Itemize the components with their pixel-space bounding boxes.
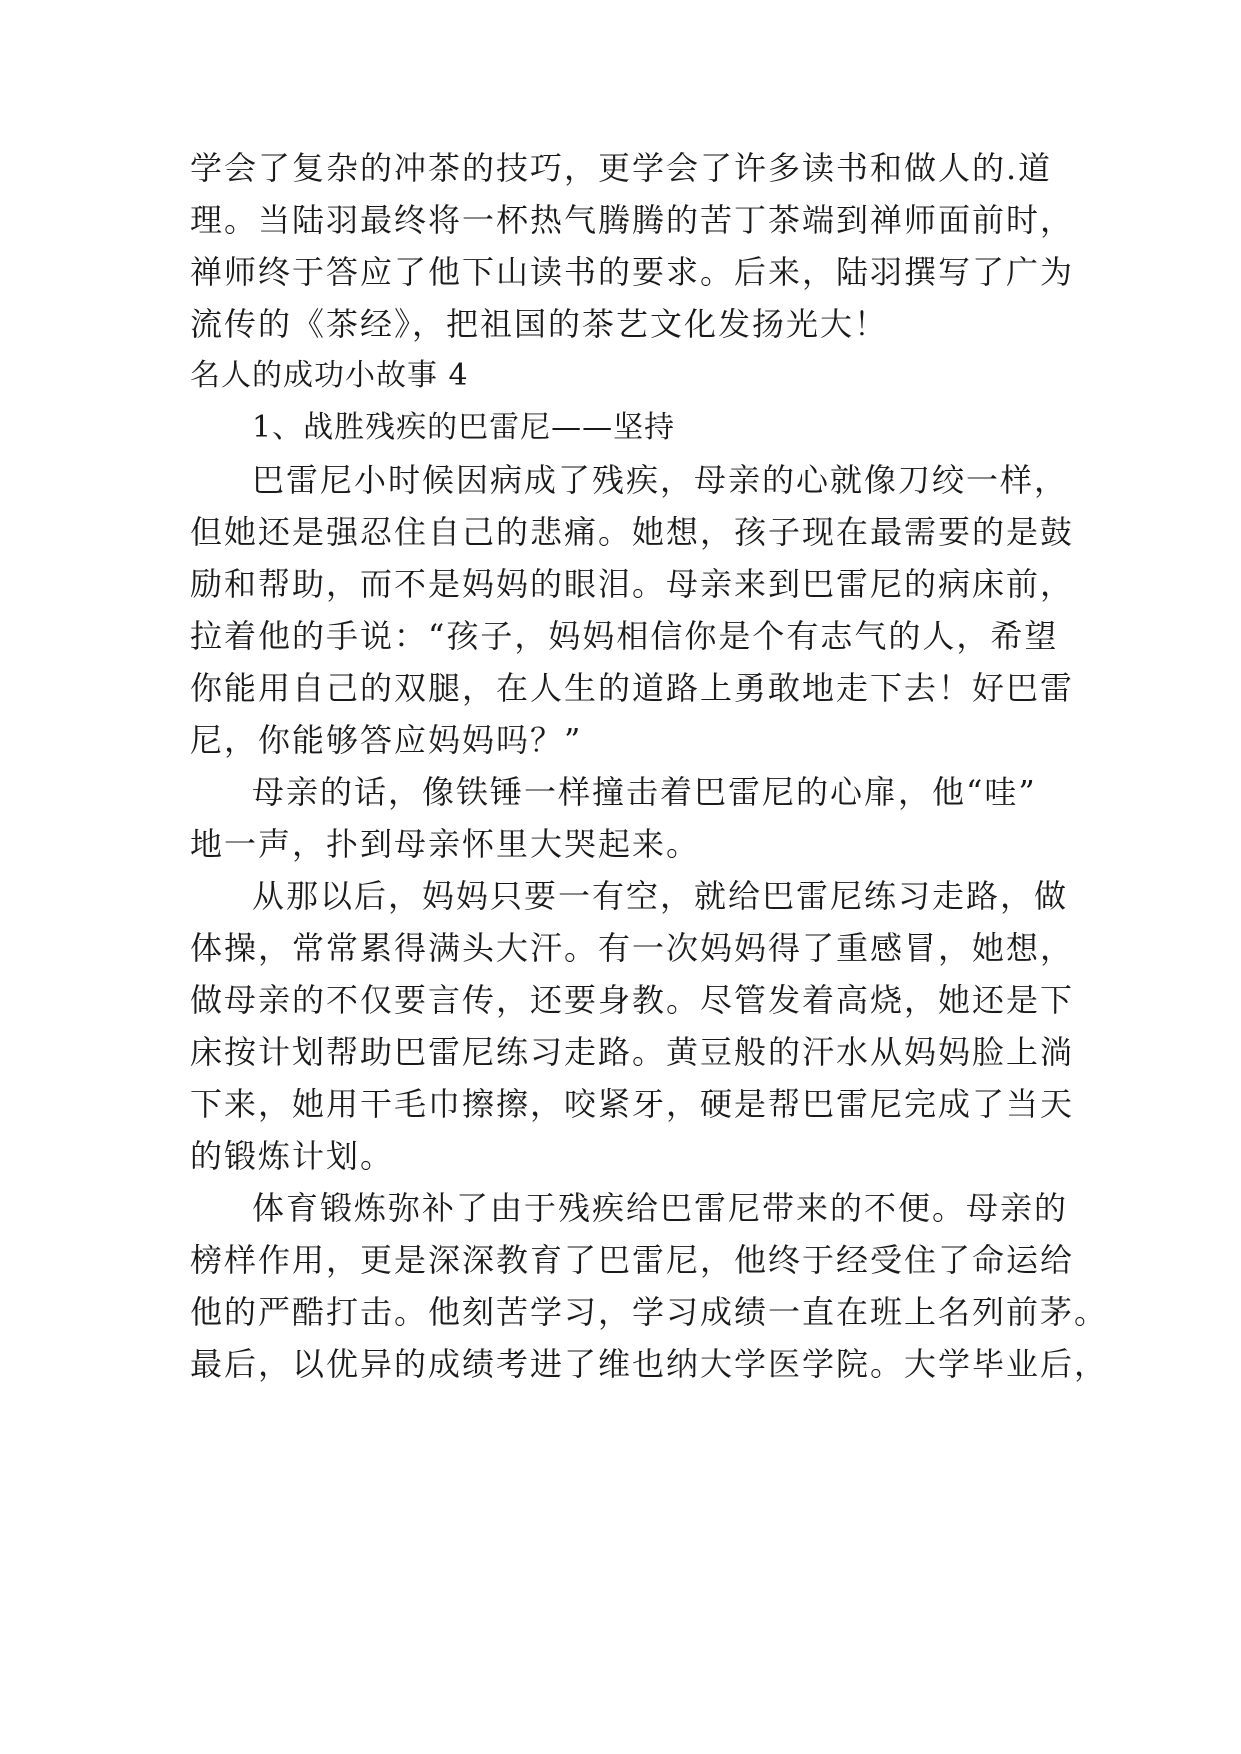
paragraph-line: 地一声，扑到母亲怀里大哭起来。 <box>190 825 701 863</box>
paragraph-line: 从那以后，妈妈只要一有空，就给巴雷尼练习走路，做 <box>252 877 1069 915</box>
paragraph-line: 榜样作用，更是深深教育了巴雷尼，他终于经受住了命运给 <box>190 1241 1075 1279</box>
paragraph-line: 你能用自己的双腿，在人生的道路上勇敢地走下去！好巴雷 <box>190 669 1075 707</box>
section-title: 名人的成功小故事 4 <box>190 358 469 393</box>
text-line: 理。当陆羽最终将一杯热气腾腾的苦丁茶端到禅师面前时， <box>190 201 1075 239</box>
paragraph-line: 床按计划帮助巴雷尼练习走路。黄豆般的汗水从妈妈脸上淌 <box>190 1033 1075 1071</box>
paragraph-line: 尼，你能够答应妈妈吗？” <box>190 721 583 759</box>
paragraph-line: 但她还是强忍住自己的悲痛。她想，孩子现在最需要的是鼓 <box>190 513 1075 551</box>
paragraph-line: 母亲的话，像铁锤一样撞击着巴雷尼的心扉，他“哇” <box>252 773 1037 811</box>
paragraph-line: 拉着他的手说：“孩子，妈妈相信你是个有志气的人，希望 <box>190 617 1059 655</box>
subsection-title: 1、战胜残疾的巴雷尼——坚持 <box>252 410 676 445</box>
paragraph-line: 下来，她用干毛巾擦擦，咬紧牙，硬是帮巴雷尼完成了当天 <box>190 1085 1075 1123</box>
paragraph-line: 做母亲的不仅要言传，还要身教。尽管发着高烧，她还是下 <box>190 981 1075 1019</box>
paragraph-line: 体操，常常累得满头大汗。有一次妈妈得了重感冒，她想， <box>190 929 1075 967</box>
paragraph-line: 他的严酷打击。他刻苦学习，学习成绩一直在班上名列前茅。 <box>190 1293 1109 1331</box>
text-line: 学会了复杂的冲茶的技巧，更学会了许多读书和做人的.道 <box>190 149 1053 187</box>
paragraph-line: 励和帮助，而不是妈妈的眼泪。母亲来到巴雷尼的病床前， <box>190 565 1075 603</box>
paragraph-line: 最后，以优异的成绩考进了维也纳大学医学院。大学毕业后， <box>190 1345 1109 1383</box>
text-line: 流传的《茶经》，把祖国的茶艺文化发扬光大！ <box>190 305 889 343</box>
paragraph-line: 巴雷尼小时候因病成了残疾，母亲的心就像刀绞一样， <box>252 461 1069 499</box>
paragraph-line: 体育锻炼弥补了由于残疾给巴雷尼带来的不便。母亲的 <box>252 1189 1069 1227</box>
paragraph-line: 的锻炼计划。 <box>190 1137 395 1175</box>
text-line: 禅师终于答应了他下山读书的要求。后来，陆羽撰写了广为 <box>190 253 1075 291</box>
